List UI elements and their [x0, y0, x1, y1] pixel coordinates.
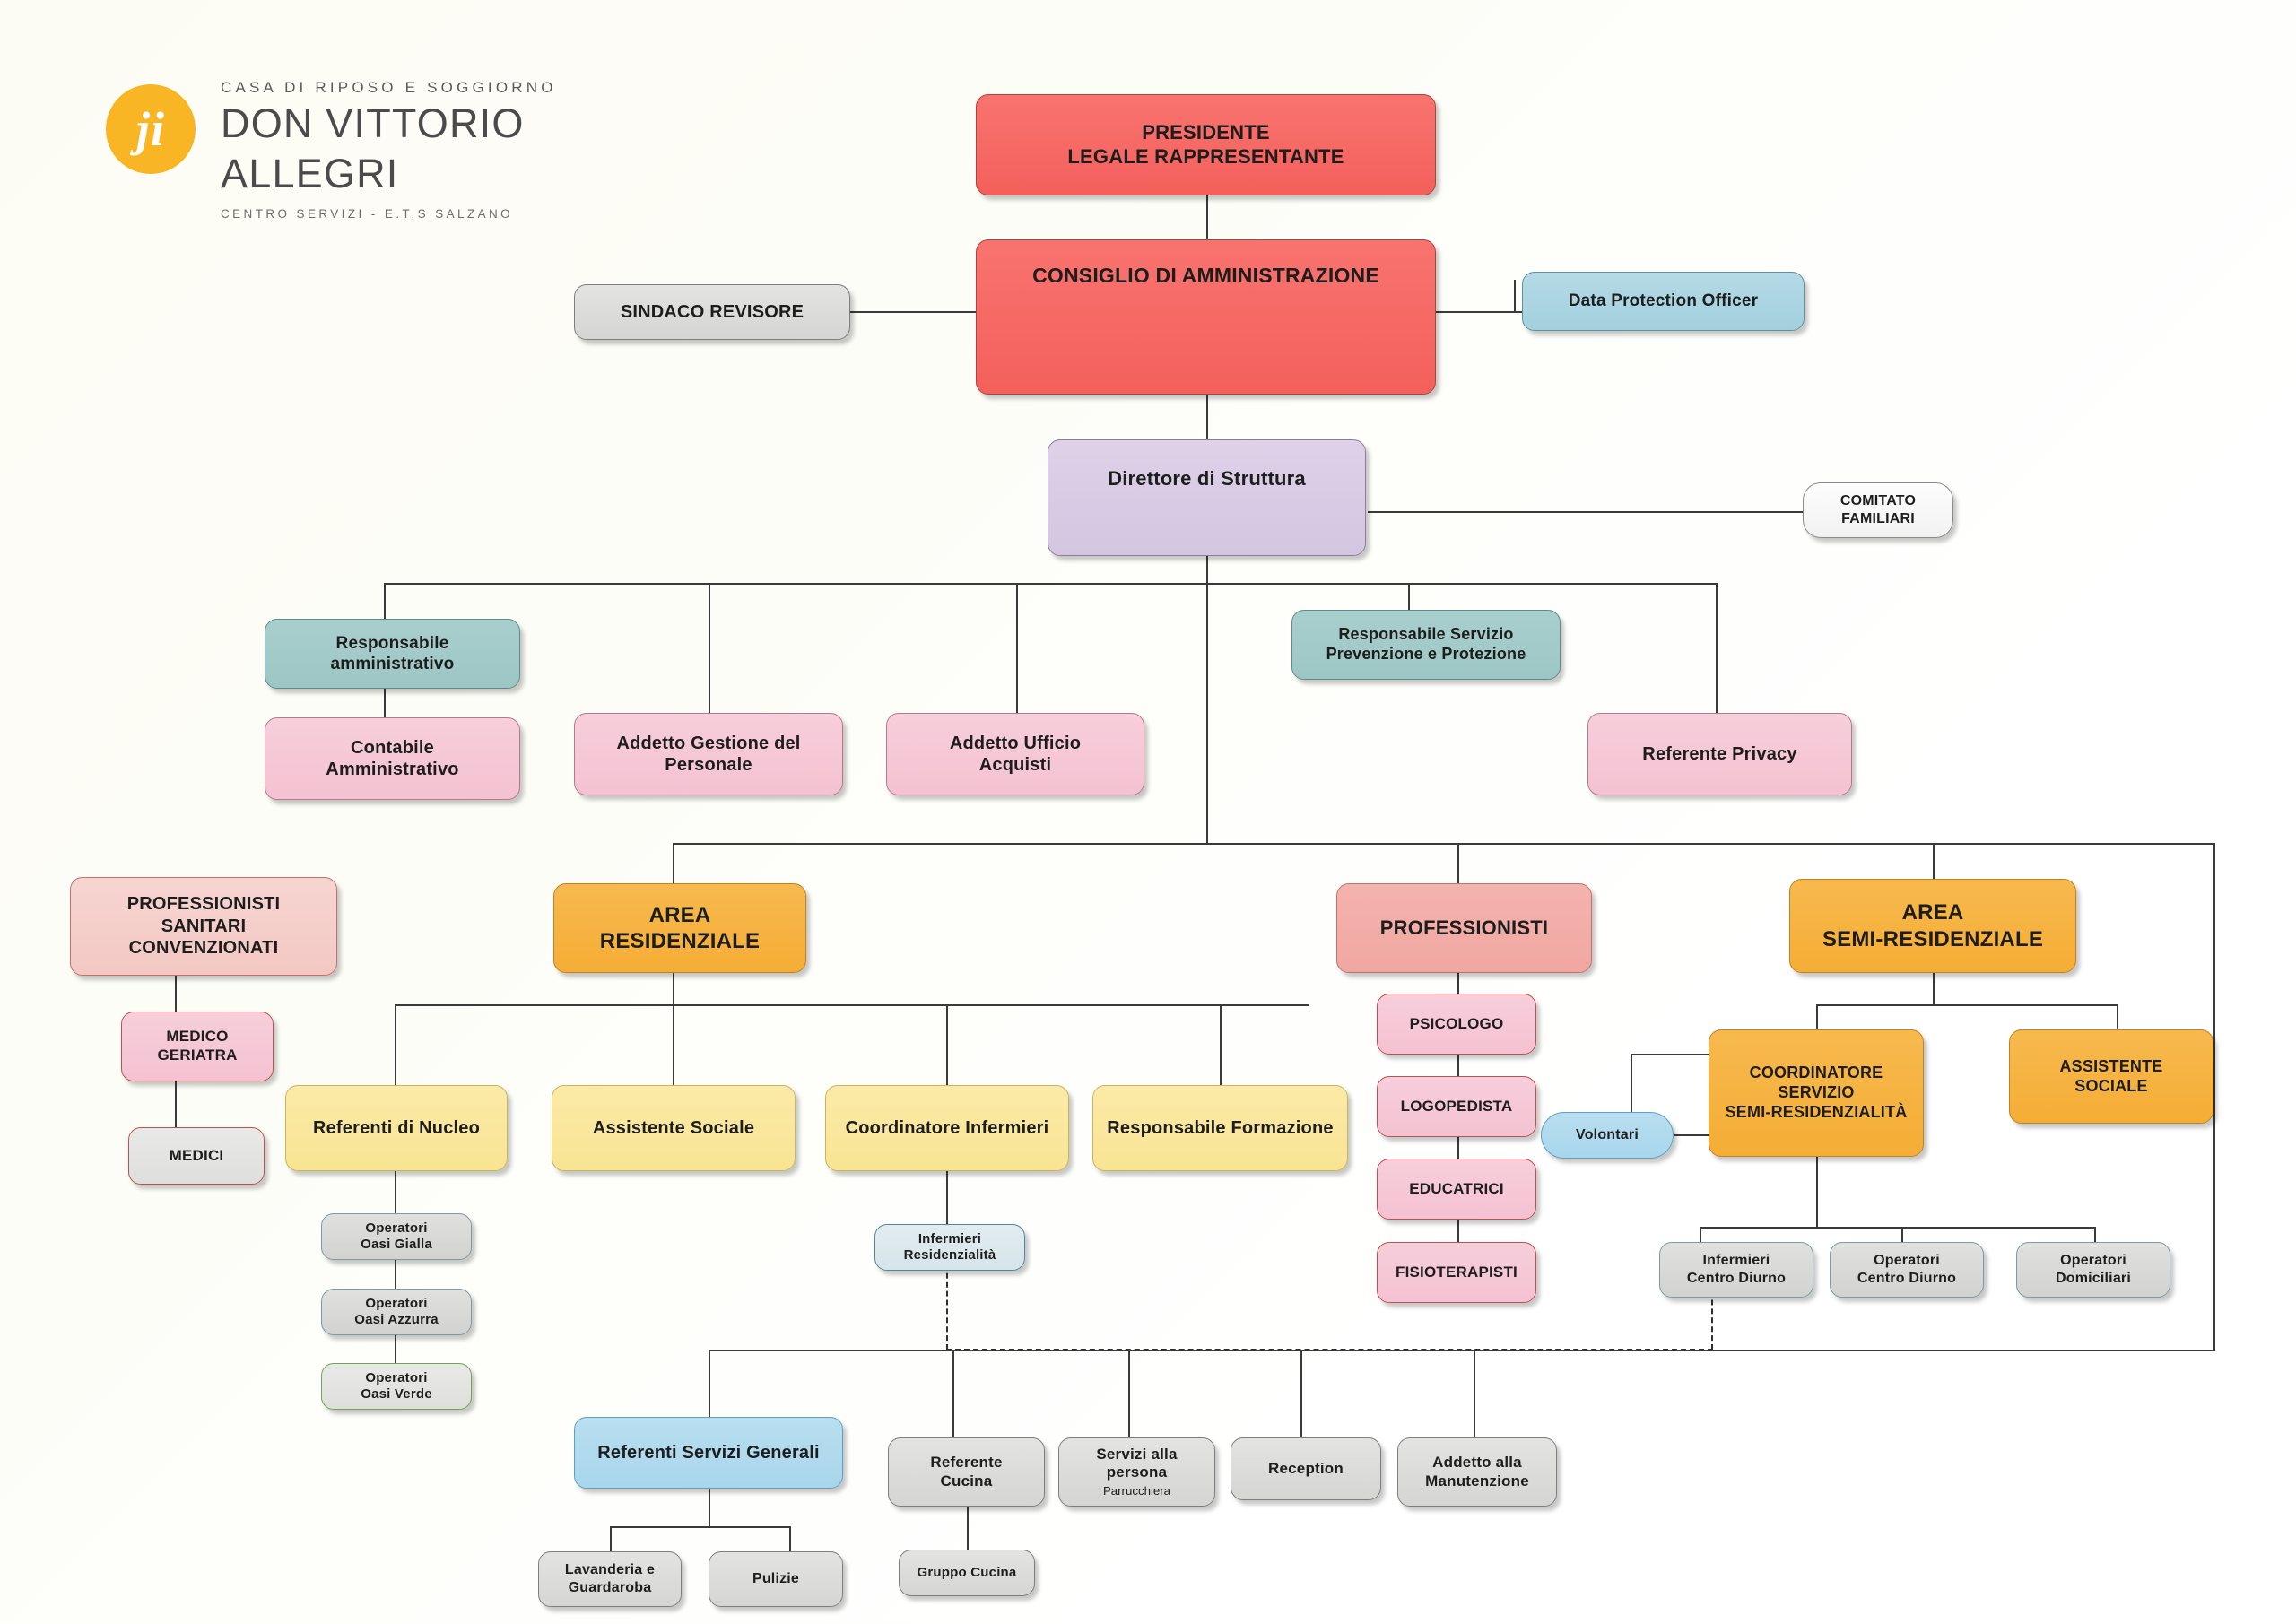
connector [1457, 843, 1459, 883]
node-professionisti-label: PROFESSIONISTI [1379, 916, 1549, 939]
connector [1206, 583, 1208, 843]
connector [395, 1004, 1309, 1006]
logo-line-2: DON VITTORIO ALLEGRI [221, 100, 525, 197]
node-op-gialla-line1: Operatori [365, 1220, 428, 1236]
node-coordinatore-infermieri[interactable] [825, 1085, 1069, 1171]
node-operatori-oasi-verde[interactable] [321, 1363, 472, 1410]
connector [1933, 973, 1935, 1004]
node-professionisti[interactable] [1336, 883, 1592, 973]
connector [946, 1170, 948, 1224]
node-resp-amm-line1: Responsabile [335, 633, 449, 653]
connector [1206, 556, 1208, 585]
connector [1220, 1004, 1222, 1085]
node-addetto-acq-line2: Acquisti [978, 755, 1052, 775]
connector [967, 1507, 969, 1550]
node-volontari[interactable] [1541, 1112, 1674, 1159]
node-dpo-label: Data Protection Officer [1568, 291, 1759, 311]
node-operatori-oasi-gialla[interactable] [321, 1213, 472, 1260]
connector [1206, 195, 1208, 242]
node-inf-cd-line2: Centro Diurno [1686, 1271, 1787, 1286]
node-medici[interactable] [128, 1127, 265, 1185]
node-area-res-line2: RESIDENZIALE [599, 929, 761, 953]
node-area-res-line1: AREA [648, 902, 711, 927]
node-prof-conv-line1: PROFESSIONISTI [126, 894, 281, 915]
connector [673, 843, 2215, 845]
node-ref-cucina-line2: Cucina [940, 1472, 993, 1489]
connector-dashed [946, 1349, 1713, 1350]
connector [1206, 395, 1208, 439]
connector [175, 976, 177, 1012]
node-rspp-line1: Responsabile Servizio [1338, 625, 1514, 644]
node-manutenzione-line1: Addetto alla [1432, 1453, 1522, 1471]
node-op-dom-line2: Domiciliari [2055, 1271, 2131, 1286]
node-referente-privacy-label: Referente Privacy [1642, 743, 1797, 764]
node-referente-cucina[interactable] [888, 1437, 1045, 1507]
connector [1128, 1350, 1130, 1437]
connector [1700, 1227, 2094, 1229]
node-referenti-nucleo-label: Referenti di Nucleo [312, 1117, 481, 1138]
node-inf-res-line1: Infermieri [918, 1230, 982, 1246]
node-comitato-line2: FAMILIARI [1841, 511, 1915, 526]
logo-glyph: ji [135, 102, 165, 156]
node-rspp-line2: Prevenzione e Protezione [1326, 645, 1526, 663]
node-coord-semi-line1: COORDINATORE [1749, 1064, 1883, 1082]
node-psicologo[interactable] [1377, 994, 1536, 1055]
node-logopedista[interactable] [1377, 1076, 1536, 1137]
connector [1408, 583, 1410, 610]
node-referente-privacy[interactable] [1587, 713, 1852, 795]
node-operatori-oasi-azzurra[interactable] [321, 1289, 472, 1335]
node-lavanderia-line1: Lavanderia e [564, 1562, 656, 1578]
node-addetto-manutenzione[interactable] [1397, 1437, 1557, 1507]
node-inf-res-line2: Residenzialità [903, 1247, 996, 1263]
node-reception-label: Reception [1268, 1459, 1344, 1477]
node-reception[interactable] [1231, 1437, 1381, 1500]
logo-line-1: CASA DI RIPOSO E SOGGIORNO [221, 79, 557, 96]
node-area-semi-line1: AREA [1901, 900, 1964, 925]
node-assistente-sociale-semi-line2: SOCIALE [2074, 1076, 2148, 1095]
connector [1368, 511, 1803, 513]
connector [1016, 583, 1018, 713]
node-ref-cucina-line1: Referente [930, 1453, 1003, 1471]
node-coord-semi-line3: SEMI-RESIDENZIALITÀ [1725, 1102, 1908, 1121]
connector [1514, 280, 1516, 313]
node-volontari-label: Volontari [1576, 1127, 1639, 1143]
connector [709, 583, 710, 713]
logo-line-3: CENTRO SERVIZI - E.T.S SALZANO [221, 206, 514, 221]
connector [395, 1004, 396, 1085]
node-data-protection-officer[interactable] [1522, 272, 1805, 331]
node-medico-geriatra-line2: GERIATRA [157, 1046, 238, 1064]
node-rspp[interactable] [1292, 610, 1561, 680]
connector [2213, 843, 2215, 1350]
node-consiglio-amministrazione[interactable] [976, 239, 1436, 395]
node-lavanderia-line2: Guardaroba [568, 1580, 652, 1595]
node-operatori-centro-diurno[interactable] [1830, 1242, 1984, 1298]
node-responsabile-formazione[interactable] [1092, 1085, 1348, 1171]
node-contabile-line1: Contabile [351, 737, 434, 758]
node-responsabile-amministrativo[interactable] [265, 619, 520, 689]
connector [610, 1526, 612, 1551]
node-addetto-ufficio-acquisti[interactable] [886, 713, 1144, 795]
node-op-cd-line2: Centro Diurno [1857, 1271, 1957, 1286]
connector [1432, 311, 1522, 313]
node-op-verde-line1: Operatori [365, 1369, 428, 1385]
node-op-gialla-line2: Oasi Gialla [361, 1237, 432, 1252]
node-educatrici[interactable] [1377, 1159, 1536, 1220]
connector [175, 1081, 177, 1127]
node-op-cd-line1: Operatori [1874, 1253, 1940, 1269]
node-ref-serv-gen-label: Referenti Servizi Generali [597, 1442, 820, 1463]
node-educatrici-label: EDUCATRICI [1409, 1179, 1504, 1197]
node-op-azzurra-line2: Oasi Azzurra [354, 1312, 439, 1327]
node-prof-conv-line3: CONVENZIONATI [128, 938, 279, 959]
node-medico-geriatra[interactable] [121, 1012, 274, 1081]
node-presidente[interactable] [976, 94, 1436, 195]
node-addetto-acq-line1: Addetto Ufficio [949, 733, 1082, 753]
node-coord-semi-line2: SERVIZIO [1778, 1083, 1855, 1102]
connector [395, 1170, 396, 1213]
node-referenti-di-nucleo[interactable] [285, 1085, 508, 1171]
node-contabile-line2: Amministrativo [326, 760, 459, 779]
node-gruppo-cucina-label: Gruppo Cucina [917, 1564, 1017, 1580]
node-pulizie-label: Pulizie [752, 1571, 800, 1587]
node-fisioterapisti-label: FISIOTERAPISTI [1396, 1263, 1518, 1281]
organization-logo [106, 74, 698, 221]
node-coordinatore-infermieri-label: Coordinatore Infermieri [845, 1117, 1049, 1138]
node-resp-formazione-label: Responsabile Formazione [1107, 1117, 1334, 1138]
node-logopedista-label: LOGOPEDISTA [1400, 1097, 1513, 1115]
connector [789, 1526, 791, 1551]
node-sindaco-revisore[interactable] [574, 284, 850, 340]
connector [610, 1526, 789, 1528]
connector [384, 583, 1716, 585]
node-pulizie[interactable] [709, 1551, 843, 1607]
node-presidente-line1: PRESIDENTE [1142, 120, 1270, 143]
node-servizi-persona-line2: persona [1106, 1463, 1168, 1481]
node-assistente-sociale[interactable] [552, 1085, 796, 1171]
connector [1474, 1350, 1475, 1437]
node-contabile-amministrativo[interactable] [265, 717, 520, 800]
node-assistente-sociale-label: Assistente Sociale [592, 1117, 755, 1138]
node-servizi-persona-sub: Parrucchiera [1102, 1484, 1171, 1498]
node-lavanderia-guardaroba[interactable] [538, 1551, 682, 1607]
node-assistente-sociale-semi-line1: ASSISTENTE [2059, 1056, 2163, 1075]
node-referenti-servizi-generali[interactable] [574, 1417, 843, 1489]
connector [1933, 843, 1935, 883]
node-infermieri-residenzialita[interactable] [874, 1224, 1025, 1271]
node-addetto-pers-line1: Addetto Gestione del [616, 733, 801, 753]
node-area-semi-residenziale[interactable] [1789, 879, 2076, 973]
connector [1816, 1004, 2117, 1006]
node-resp-amm-line2: amministrativo [330, 655, 455, 673]
node-area-semi-line2: SEMI-RESIDENZIALE [1822, 926, 2044, 951]
node-direttore-label: Direttore di Struttura [1108, 467, 1306, 490]
node-servizi-alla-persona[interactable] [1058, 1437, 1215, 1507]
node-addetto-pers-line2: Personale [665, 755, 752, 775]
connector [946, 1004, 948, 1085]
node-medico-geriatra-line1: MEDICO [166, 1028, 229, 1046]
node-op-verde-line2: Oasi Verde [361, 1386, 432, 1402]
node-fisioterapisti[interactable] [1377, 1242, 1536, 1303]
connector [1716, 583, 1718, 713]
node-addetto-gestione-personale[interactable] [574, 713, 843, 795]
connector [384, 583, 386, 619]
node-professionisti-sanitari-convenzionati[interactable] [70, 877, 337, 976]
connector [1300, 1350, 1302, 1437]
node-assistente-sociale-semi[interactable] [2009, 1029, 2213, 1124]
node-medici-label: MEDICI [169, 1146, 224, 1164]
connector [709, 1489, 710, 1526]
node-psicologo-label: PSICOLOGO [1409, 1014, 1504, 1032]
node-area-residenziale[interactable] [553, 883, 806, 973]
node-prof-conv-line2: SANITARI [161, 916, 247, 936]
node-presidente-line2: LEGALE RAPPRESENTANTE [1067, 144, 1344, 168]
node-coordinatore-servizio-semi-residenzialita[interactable] [1709, 1029, 1924, 1157]
node-cda-label: CONSIGLIO DI AMMINISTRAZIONE [1032, 264, 1379, 287]
logo-mark-icon [106, 84, 196, 174]
connector [850, 311, 980, 313]
node-op-dom-line1: Operatori [2060, 1253, 2126, 1269]
node-manutenzione-line2: Manutenzione [1425, 1472, 1529, 1489]
connector [1816, 1157, 1818, 1227]
node-sindaco-label: SINDACO REVISORE [620, 301, 804, 322]
connector [673, 973, 674, 1004]
node-gruppo-cucina[interactable] [899, 1550, 1035, 1596]
node-comitato-familiari[interactable] [1803, 482, 1953, 538]
node-op-azzurra-line1: Operatori [365, 1295, 428, 1311]
connector [673, 843, 674, 883]
node-comitato-line1: COMITATO [1839, 493, 1917, 509]
node-servizi-persona-line1: Servizi alla [1096, 1445, 1178, 1463]
node-inf-cd-line1: Infermieri [1702, 1253, 1770, 1269]
logo-text [221, 74, 698, 221]
connector [709, 1350, 710, 1417]
node-operatori-domiciliari[interactable] [2016, 1242, 2170, 1298]
connector [952, 1350, 954, 1437]
node-infermieri-centro-diurno[interactable] [1659, 1242, 1813, 1298]
node-direttore-struttura[interactable] [1048, 439, 1366, 556]
connector [673, 1004, 674, 1085]
